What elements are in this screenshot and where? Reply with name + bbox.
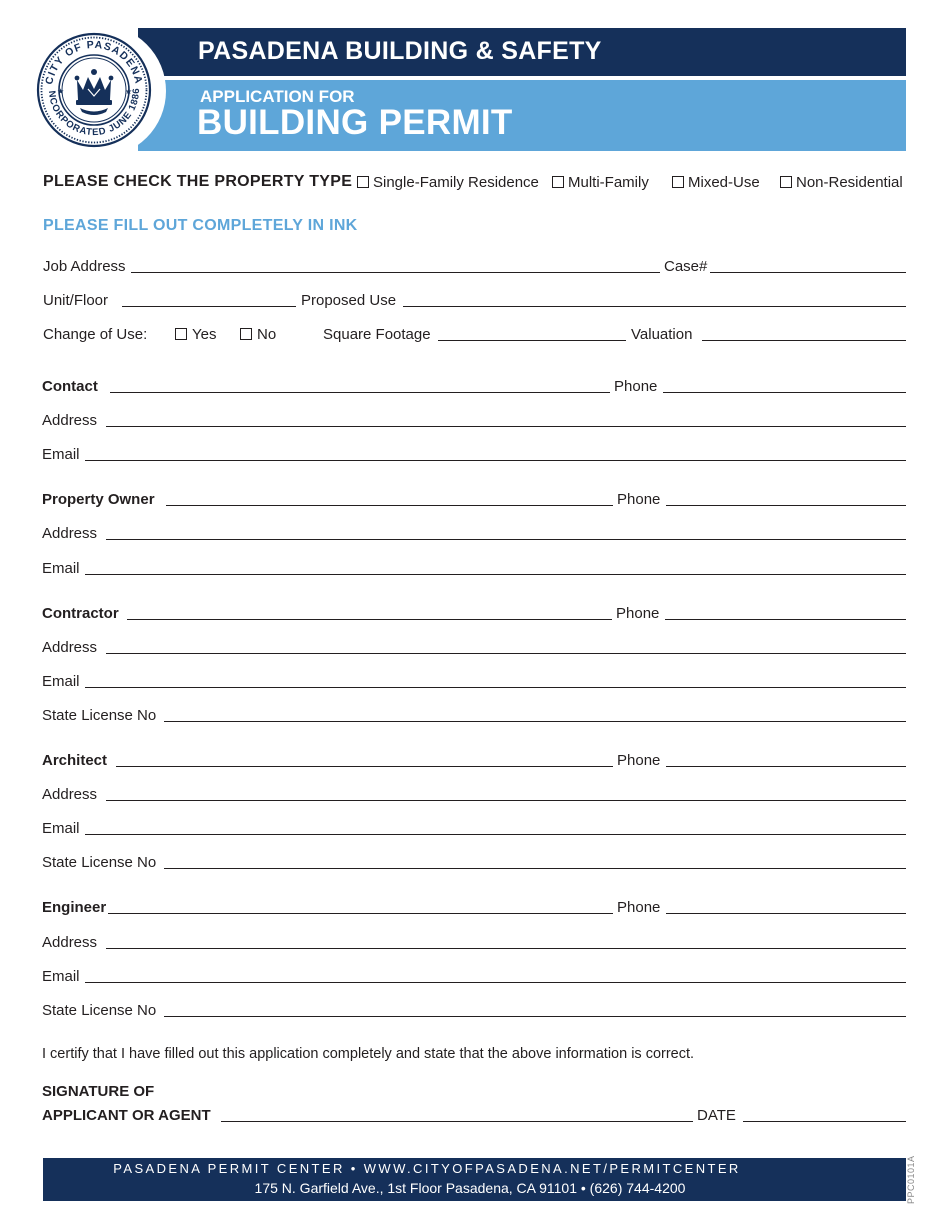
contractor-address-label: Address [42, 639, 98, 656]
unit-floor-field[interactable] [122, 306, 296, 307]
checkbox-multi-family[interactable] [552, 176, 564, 188]
contractor-name-field[interactable] [127, 619, 612, 620]
contractor-email-field[interactable] [85, 687, 906, 688]
form-subtitle: APPLICATION FOR [200, 87, 355, 106]
footer-address [0, 1180, 950, 1196]
department-name: PASADENA BUILDING & SAFETY [198, 37, 602, 65]
option-mixed-use: Mixed-Use [688, 174, 760, 191]
architect-license-label: State License No [42, 854, 157, 871]
architect-address-field[interactable] [106, 800, 906, 801]
date-field[interactable] [743, 1121, 906, 1122]
contractor-license-label: State License No [42, 707, 157, 724]
property-owner-email-field[interactable] [85, 574, 906, 575]
svg-text:INCORPORATED JUNE 1886: NCORPORATED JUNE 1886 [45, 87, 143, 139]
square-footage-label: Square Footage [323, 326, 431, 343]
engineer-address-label: Address [42, 934, 98, 951]
contractor-heading: Contractor [42, 605, 119, 622]
contact-phone-label: Phone [614, 378, 658, 395]
contractor-address-field[interactable] [106, 653, 906, 654]
unit-floor-label: Unit/Floor [43, 292, 109, 309]
checkbox-single-family[interactable] [357, 176, 369, 188]
signature-label-line2: APPLICANT OR AGENT [42, 1107, 211, 1124]
footer-permit-center [0, 1161, 950, 1176]
contractor-phone-label: Phone [616, 605, 660, 622]
engineer-heading: Engineer [42, 899, 107, 916]
property-owner-heading: Property Owner [42, 491, 155, 508]
ink-instruction: PLEASE FILL OUT COMPLETELY IN INK [43, 217, 358, 234]
checkbox-change-of-use-yes[interactable] [175, 328, 187, 340]
square-footage-field[interactable] [438, 340, 626, 341]
engineer-license-field[interactable] [164, 1016, 906, 1017]
contact-heading: Contact [42, 378, 98, 395]
engineer-email-label: Email [42, 968, 80, 985]
city-seal-icon [30, 22, 178, 160]
checkbox-non-residential[interactable] [780, 176, 792, 188]
date-label: DATE [697, 1107, 736, 1124]
signature-field[interactable] [221, 1121, 693, 1122]
engineer-address-field[interactable] [106, 948, 906, 949]
architect-email-label: Email [42, 820, 80, 837]
property-owner-address-label: Address [42, 525, 98, 542]
architect-address-label: Address [42, 786, 98, 803]
footer-address-text: 175 N. Garfield Ave., 1st Floor Pasadena, CA 91101 • (626) 744-4200 [254, 1180, 686, 1196]
engineer-email-field[interactable] [85, 982, 906, 983]
footer-permit-center-text: PASADENA PERMIT CENTER • WWW.CITYOFPASADENA.NET/PERMITCENTER [113, 1161, 741, 1176]
change-of-use-no-label: No [257, 326, 277, 343]
option-single-family: Single-Family Residence [373, 174, 539, 191]
architect-heading: Architect [42, 752, 108, 769]
architect-email-field[interactable] [85, 834, 906, 835]
engineer-phone-label: Phone [617, 899, 661, 916]
contractor-license-field[interactable] [164, 721, 906, 722]
change-of-use-label: Change of Use: [43, 326, 148, 343]
contact-email-field[interactable] [85, 460, 906, 461]
svg-text:★: ★ [125, 87, 133, 96]
valuation-field[interactable] [702, 340, 906, 341]
signature-label-line1: SIGNATURE OF [42, 1083, 155, 1100]
property-owner-phone-label: Phone [617, 491, 661, 508]
contact-address-label: Address [42, 412, 98, 429]
architect-phone-field[interactable] [666, 766, 906, 767]
option-non-residential: Non-Residential [796, 174, 903, 191]
engineer-license-label: State License No [42, 1002, 157, 1019]
property-owner-address-field[interactable] [106, 539, 906, 540]
contractor-email-label: Email [42, 673, 80, 690]
svg-text:CITY OF PASADENA: CITY OF PASADENA [43, 38, 145, 86]
contractor-phone-field[interactable] [665, 619, 906, 620]
contact-address-field[interactable] [106, 426, 906, 427]
form-title: BUILDING PERMIT [197, 103, 513, 142]
case-number-field[interactable] [710, 272, 906, 273]
contact-email-label: Email [42, 446, 80, 463]
architect-phone-label: Phone [617, 752, 661, 769]
case-number-label: Case# [664, 258, 708, 275]
property-owner-name-field[interactable] [166, 505, 613, 506]
checkbox-mixed-use[interactable] [672, 176, 684, 188]
job-address-field[interactable] [131, 272, 660, 273]
architect-name-field[interactable] [116, 766, 613, 767]
svg-text:★: ★ [57, 87, 65, 96]
contact-name-field[interactable] [110, 392, 610, 393]
option-multi-family: Multi-Family [568, 174, 649, 191]
form-code: PPC0101A [906, 1155, 916, 1204]
job-address-label: Job Address [43, 258, 126, 275]
proposed-use-label: Proposed Use [301, 292, 397, 309]
change-of-use-yes-label: Yes [192, 326, 217, 343]
proposed-use-field[interactable] [403, 306, 906, 307]
checkbox-change-of-use-no[interactable] [240, 328, 252, 340]
engineer-name-field[interactable] [108, 913, 613, 914]
property-owner-email-label: Email [42, 560, 80, 577]
valuation-label: Valuation [631, 326, 693, 343]
engineer-phone-field[interactable] [666, 913, 906, 914]
property-type-label: PLEASE CHECK THE PROPERTY TYPE [43, 173, 353, 190]
architect-license-field[interactable] [164, 868, 906, 869]
certification-statement: I certify that I have filled out this application completely and state that the above information is correct. [42, 1046, 695, 1062]
contact-phone-field[interactable] [663, 392, 906, 393]
property-owner-phone-field[interactable] [666, 505, 906, 506]
